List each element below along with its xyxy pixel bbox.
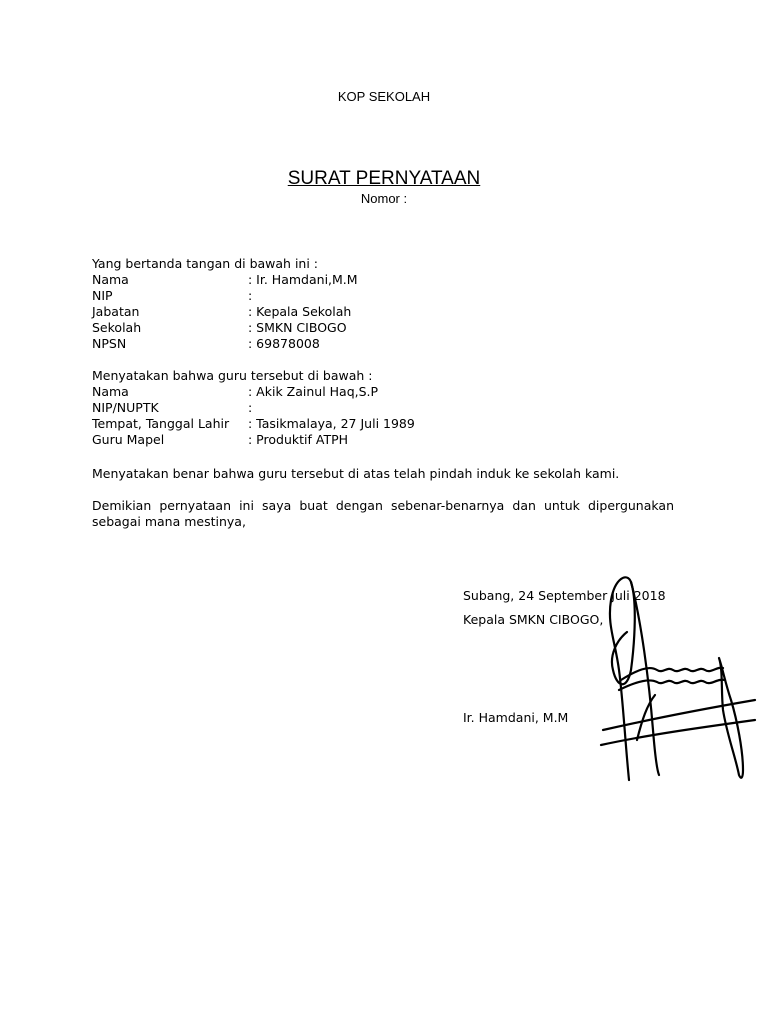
field-label: Jabatan: [92, 304, 140, 319]
field-label: NIP/NUPTK: [92, 400, 159, 415]
field-value: : Produktif ATPH: [248, 432, 349, 447]
closing-paragraph: Demikian pernyataan ini saya buat dengan sebenar-benarnya dan untuk dipergunakan sebagai mana mestinya,: [92, 498, 674, 529]
field-label: Nama: [92, 272, 129, 287]
field-label: Nama: [92, 384, 129, 399]
intro-text: Yang bertanda tangan di bawah ini :: [92, 256, 319, 271]
field-label: NIP: [92, 288, 113, 303]
statement-text: Menyatakan benar bahwa guru tersebut di atas telah pindah induk ke sekolah kami.: [92, 466, 620, 481]
field-value: : Tasikmalaya, 27 Juli 1989: [248, 416, 415, 431]
field-label: Guru Mapel: [92, 432, 165, 447]
document-number: Nomor :: [360, 191, 408, 206]
field-value: : Akik Zainul Haq,S.P: [248, 384, 379, 399]
field-value: : Ir. Hamdani,M.M: [248, 272, 358, 287]
field-value: :: [248, 400, 253, 415]
second-intro-text: Menyatakan bahwa guru tersebut di bawah :: [92, 368, 373, 383]
field-label: Tempat, Tanggal Lahir: [92, 416, 230, 431]
field-value: :: [248, 288, 253, 303]
field-label: NPSN: [92, 336, 127, 351]
letterhead-placeholder: KOP SEKOLAH: [337, 89, 431, 104]
field-value: : 69878008: [248, 336, 320, 351]
signature-place-date: Subang, 24 September Juli 2018: [463, 588, 666, 603]
field-value: : Kepala Sekolah: [248, 304, 352, 319]
field-value: : SMKN CIBOGO: [248, 320, 347, 335]
handwritten-signature: [597, 570, 757, 785]
field-label: Sekolah: [92, 320, 142, 335]
signature-position: Kepala SMKN CIBOGO,: [463, 612, 604, 627]
signature-name: Ir. Hamdani, M.M: [463, 710, 569, 725]
document-title: SURAT PERNYATAAN: [287, 168, 481, 189]
